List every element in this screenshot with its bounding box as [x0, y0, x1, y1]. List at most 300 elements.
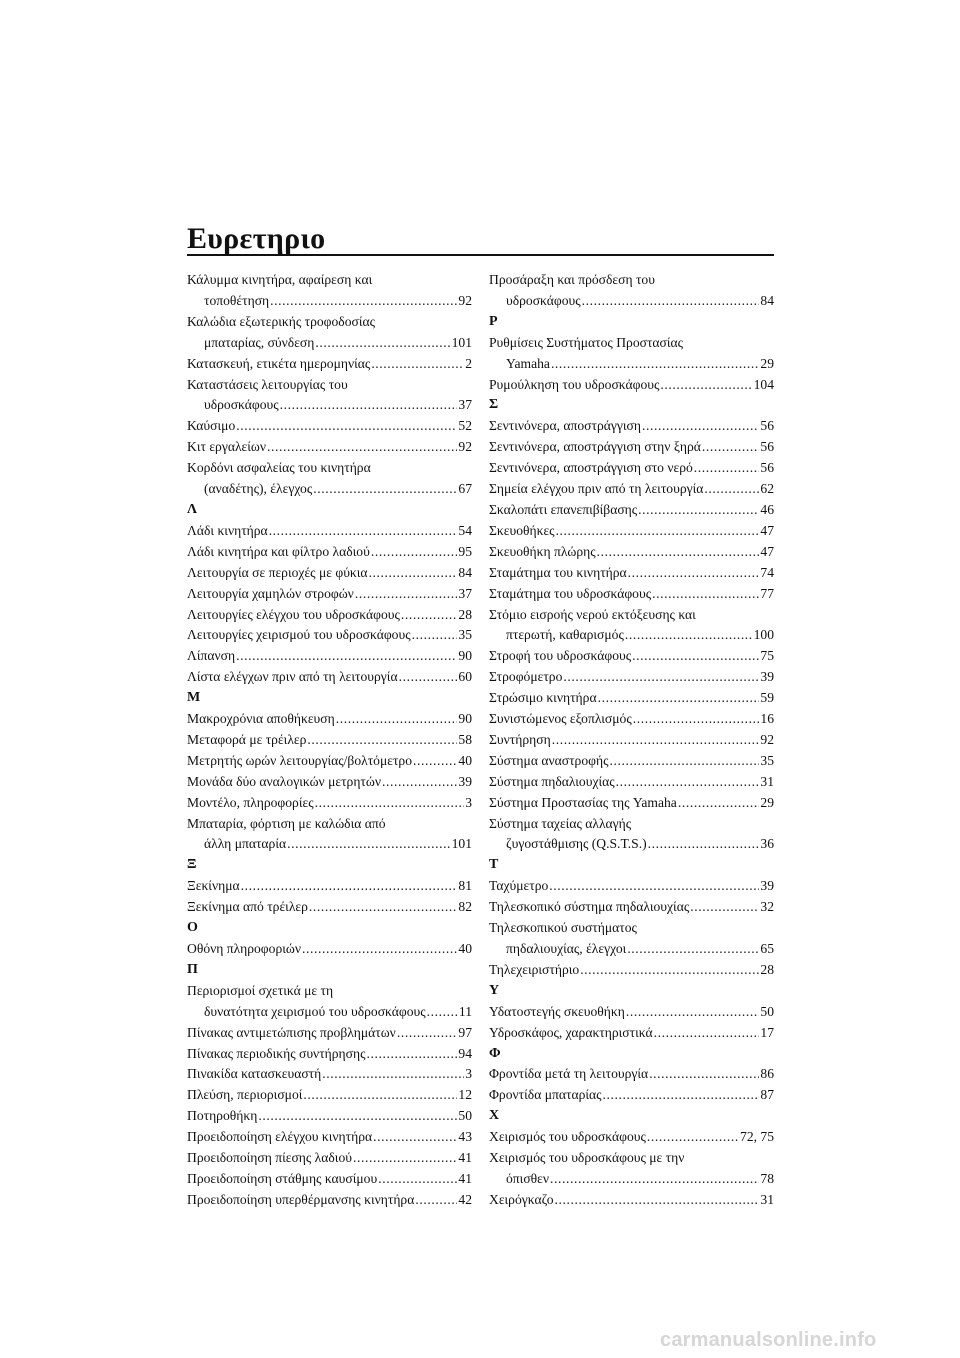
- index-entry-text: Σταμάτημα του υδροσκάφους: [489, 585, 652, 601]
- index-entry-line: [187, 1002, 472, 1023]
- dot-leader: [582, 291, 760, 312]
- page-number: 90: [458, 711, 472, 727]
- index-entry-lead-text: Προσάραξη και πρόσδεση του: [489, 272, 655, 287]
- dot-leader: [302, 939, 457, 960]
- page-number: 84: [760, 292, 774, 308]
- index-entry-line: [187, 354, 472, 375]
- index-entry-line: [489, 521, 774, 542]
- index-entry: [489, 918, 774, 960]
- index-entry-text: Μετρητής ωρών λειτουργίας/βολτόμετρο: [187, 752, 413, 768]
- index-entry-lead-text: Περιορισμοί σχετικά με τη: [187, 982, 334, 998]
- index-entry: [489, 751, 774, 772]
- page-number: 50: [458, 1108, 472, 1124]
- index-entry-text: Υδροσκάφος, χαρακτηριστικά: [489, 1024, 653, 1040]
- page-number: 39: [458, 773, 472, 789]
- index-entry-text: Ξεκίνημα από τρέιλερ: [187, 899, 308, 915]
- index-entry: [489, 897, 774, 918]
- dot-leader: [552, 730, 760, 751]
- dot-leader: [270, 291, 457, 312]
- index-entry-text: Τηλεχειριστήριο: [489, 961, 580, 977]
- dot-leader: [628, 563, 760, 584]
- page-number: 31: [760, 1191, 774, 1207]
- index-entry-text: Λειτουργίες χειρισμού του υδροσκάφους: [187, 627, 411, 643]
- dot-leader: [603, 1085, 760, 1106]
- dot-leader: [236, 646, 457, 667]
- index-entry-text: Μακροχρόνια αποθήκευση: [187, 711, 335, 727]
- dot-leader: [638, 500, 759, 521]
- index-entry-line: [187, 1169, 472, 1190]
- index-entry-line: [187, 1064, 472, 1085]
- index-entry: [187, 751, 472, 772]
- index-entry-first-line: [489, 333, 774, 354]
- dot-leader: [551, 354, 759, 375]
- page-number: 95: [458, 543, 472, 559]
- index-entry-text: Χειρισμός του υδροσκάφους: [489, 1129, 646, 1145]
- index-entry: [187, 542, 472, 563]
- index-entry: [489, 270, 774, 312]
- index-entry-text: Καύσιμο: [187, 418, 236, 434]
- index-letter-heading: Φ: [489, 1045, 501, 1061]
- index-entry-line: [489, 479, 774, 500]
- index-entry-line: [187, 521, 472, 542]
- index-entry-text: Ξεκίνημα: [187, 878, 240, 894]
- index-entry: [489, 960, 774, 981]
- dot-leader: [267, 437, 457, 458]
- index-entry-line: [489, 1169, 774, 1190]
- page-number: 92: [458, 292, 472, 308]
- index-entry-text: τοποθέτηση: [204, 292, 270, 308]
- dot-leader: [401, 605, 458, 626]
- dot-leader: [353, 1148, 457, 1169]
- index-entry: [187, 270, 472, 312]
- index-entry-line: [489, 500, 774, 521]
- dot-leader: [280, 395, 458, 416]
- index-letter-heading: Τ: [489, 857, 499, 873]
- page-number: 12: [458, 1087, 472, 1103]
- dot-leader: [598, 688, 760, 709]
- page-number: 28: [760, 961, 774, 977]
- index-entry-text: Ρυμούλκηση του υδροσκάφους: [489, 376, 660, 392]
- index-entry-line: [187, 772, 472, 793]
- index-entry-text: Προειδοποίηση στάθμης καυσίμου: [187, 1170, 378, 1186]
- dot-leader: [366, 1044, 457, 1065]
- index-column-left: [187, 270, 472, 1211]
- index-entry: [489, 1002, 774, 1023]
- index-entry-first-line: [187, 814, 472, 835]
- index-entry-line: [187, 416, 472, 437]
- index-entry-text: Λειτουργία χαμηλών στροφών: [187, 585, 354, 601]
- page-number: 37: [458, 585, 472, 601]
- index-entry-first-line: [187, 270, 472, 291]
- index-entry-line: [187, 897, 472, 918]
- index-entry: [489, 1148, 774, 1190]
- index-entry-first-line: [489, 270, 774, 291]
- index-entry: [187, 667, 472, 688]
- index-entry-line: [489, 772, 774, 793]
- dot-leader: [399, 667, 458, 688]
- dot-leader: [648, 834, 760, 855]
- index-entry: [187, 730, 472, 751]
- index-entry-line: [489, 667, 774, 688]
- index-entry-text: υδροσκάφους: [204, 397, 279, 413]
- index-entry-line: [187, 1023, 472, 1044]
- index-entry-text: Σκευοθήκη πλώρης: [489, 543, 596, 559]
- page-number: 100: [753, 627, 774, 643]
- index-entry-text: Λειτουργία σε περιοχές με φύκια: [187, 564, 368, 580]
- index-letter-heading: Σ: [489, 397, 499, 413]
- dot-leader: [412, 625, 458, 646]
- dot-leader: [632, 646, 759, 667]
- index-entry-line: [489, 960, 774, 981]
- dot-leader: [616, 772, 760, 793]
- index-entry-first-line: [187, 981, 472, 1002]
- dot-leader: [236, 416, 457, 437]
- dot-leader: [287, 834, 450, 855]
- page-number: 101: [451, 334, 472, 350]
- dot-leader: [378, 1169, 457, 1190]
- index-entry-text: Yamaha: [506, 355, 550, 371]
- page-number: 40: [458, 752, 472, 768]
- index-entry-text: ζυγοστάθμισης (Q.S.T.S.): [506, 836, 647, 852]
- index-entry-line: [489, 375, 774, 396]
- index-entry-line: [489, 1190, 774, 1211]
- index-entry: [489, 688, 774, 709]
- page-number: 77: [760, 585, 774, 601]
- index-entry-first-line: [187, 312, 472, 333]
- dot-leader: [336, 709, 458, 730]
- index-entry: [489, 646, 774, 667]
- page-number: 54: [458, 522, 472, 538]
- index-entry-line: [489, 1023, 774, 1044]
- index-entry: [187, 876, 472, 897]
- index-entry-line: [489, 625, 774, 646]
- index-entry-text: Στροφόμετρο: [489, 669, 563, 685]
- page-number: 47: [760, 522, 774, 538]
- index-entry: [489, 605, 774, 647]
- dot-leader: [647, 1127, 739, 1148]
- index-letter-heading: Λ: [187, 501, 198, 517]
- index-entry: [489, 1023, 774, 1044]
- index-entry-line: [489, 458, 774, 479]
- index-entry-line: [489, 834, 774, 855]
- index-entry-text: δυνατότητα χειρισμού του υδροσκάφους: [204, 1003, 426, 1019]
- index-entry-lead-text: Μπαταρία, φόρτιση με καλώδια από: [187, 815, 386, 831]
- dot-leader: [371, 542, 458, 563]
- dot-leader: [627, 939, 759, 960]
- index-entry-text: Πλεύση, περιορισμοί: [187, 1087, 303, 1103]
- dot-leader: [549, 876, 759, 897]
- index-entry-text: Ταχύμετρο: [489, 878, 549, 894]
- page-number: 29: [760, 794, 774, 810]
- index-entry: [187, 437, 472, 458]
- page-number: 36: [760, 836, 774, 852]
- index-entry-line: [489, 291, 774, 312]
- page-number: 35: [760, 752, 774, 768]
- index-entry: [489, 709, 774, 730]
- index-entry: [489, 584, 774, 605]
- index-entry: [489, 730, 774, 751]
- index-entry-lead-text: Ρυθμίσεις Συστήματος Προστασίας: [489, 334, 684, 350]
- index-entry: [187, 814, 472, 856]
- index-entry-line: [187, 563, 472, 584]
- index-entry-line: [187, 709, 472, 730]
- index-entry-text: Σταμάτημα του κινητήρα: [489, 564, 627, 580]
- dot-leader: [241, 876, 458, 897]
- page-number: 94: [458, 1045, 472, 1061]
- index-entry: [187, 646, 472, 667]
- index-entry-text: Λάδι κινητήρα: [187, 522, 268, 538]
- page-number: 74: [760, 564, 774, 580]
- dot-leader: [580, 960, 759, 981]
- index-entry-line: [489, 876, 774, 897]
- page-number: 43: [458, 1129, 472, 1145]
- index-entry: [489, 437, 774, 458]
- index-entry-text: Σύστημα Προστασίας της Yamaha: [489, 794, 677, 810]
- index-entry: [489, 772, 774, 793]
- index-entry-line: [187, 542, 472, 563]
- dot-leader: [315, 333, 450, 354]
- index-entry: [187, 1044, 472, 1065]
- page-number: 40: [458, 941, 472, 956]
- page-number: 104: [753, 376, 774, 392]
- index-entry: [489, 479, 774, 500]
- index-entry-line: [187, 395, 472, 416]
- index-entry-line: [187, 1127, 472, 1148]
- page-number: 50: [760, 1003, 774, 1019]
- page-number: 2: [465, 355, 472, 371]
- index-entry: [187, 897, 472, 918]
- page-number: 97: [458, 1024, 472, 1040]
- dot-leader: [704, 479, 759, 500]
- index-entry-text: Σεντινόνερα, αποστράγγιση: [489, 418, 641, 434]
- index-entry-line: [187, 1148, 472, 1169]
- index-entry-text: (αναδέτης), έλεγχος: [204, 481, 313, 497]
- index-entry: [187, 375, 472, 417]
- index-entry-line: [489, 939, 774, 960]
- dot-leader: [382, 772, 457, 793]
- dot-leader: [427, 1002, 458, 1023]
- index-entry-line: [187, 646, 472, 667]
- index-entry-text: Σημεία ελέγχου πριν από τη λειτουργία: [489, 481, 704, 497]
- index-entry-text: Οθόνη πληροφοριών: [187, 941, 301, 956]
- index-entry-line: [489, 897, 774, 918]
- page-number: 101: [451, 836, 472, 852]
- index-entry: [489, 793, 774, 814]
- page-number: 32: [760, 899, 774, 915]
- index-entry: [489, 500, 774, 521]
- dot-leader: [694, 458, 760, 479]
- dot-leader: [563, 667, 759, 688]
- index-entry-line: [489, 1002, 774, 1023]
- index-entry: [489, 563, 774, 584]
- dot-leader: [269, 521, 458, 542]
- dot-leader: [413, 751, 457, 772]
- dot-leader: [660, 375, 752, 396]
- index-entry-line: [489, 584, 774, 605]
- index-entry-line: [187, 1085, 472, 1106]
- index-entry-line: [489, 1085, 774, 1106]
- index-entry-line: [489, 542, 774, 563]
- index-entry: [187, 1085, 472, 1106]
- index-entry: [489, 814, 774, 856]
- index-entry: [187, 981, 472, 1023]
- index-column-right: [489, 270, 774, 1211]
- dot-leader: [626, 1002, 760, 1023]
- page-number: 3: [465, 1066, 472, 1082]
- index-entry-lead-text: Κάλυμμα κινητήρα, αφαίρεση και: [187, 272, 373, 287]
- index-entry: [489, 521, 774, 542]
- page-number: 17: [760, 1024, 774, 1040]
- page-number: 11: [458, 1003, 472, 1019]
- index-entry-lead-text: Καταστάσεις λειτουργίας του: [187, 376, 348, 392]
- page-number: 37: [458, 397, 472, 413]
- page-number: 3: [465, 794, 472, 810]
- index-entry-first-line: [489, 605, 774, 626]
- index-entry-lead-text: Τηλεσκοπικού συστήματος: [489, 920, 637, 936]
- dot-leader: [307, 730, 457, 751]
- index-entry: [187, 1023, 472, 1044]
- index-entry: [489, 458, 774, 479]
- page-number: 31: [760, 773, 774, 789]
- index-letter-heading: Ξ: [187, 857, 197, 873]
- index-entry-line: [489, 730, 774, 751]
- index-entry: [489, 375, 774, 396]
- index-entry: [187, 625, 472, 646]
- page-number: 58: [458, 731, 472, 747]
- index-entry-text: υδροσκάφους: [506, 292, 581, 308]
- page-number: 92: [760, 731, 774, 747]
- page-number: 39: [760, 878, 774, 894]
- page-number: 82: [458, 899, 472, 915]
- index-entry-text: Προειδοποίηση ελέγχου κινητήρα: [187, 1129, 373, 1145]
- index-entry-text: Φροντίδα μπαταρίας: [489, 1087, 602, 1103]
- index-letter-heading: Υ: [489, 982, 500, 998]
- page-number: 56: [760, 460, 774, 476]
- index-entry-text: Προειδοποίηση πίεσης λαδιού: [187, 1150, 352, 1166]
- title-rule: [187, 254, 774, 256]
- index-entry-first-line: [187, 458, 472, 479]
- page-number: 39: [760, 669, 774, 685]
- index-entry: [187, 1106, 472, 1127]
- index-entry-line: [187, 291, 472, 312]
- index-entry-line: [187, 1190, 472, 1211]
- index-entry-text: πηδαλιουχίας, έλεγχοι: [506, 941, 627, 956]
- index-entry: [187, 772, 472, 793]
- page-number: 16: [760, 711, 774, 727]
- index-entry-text: Τηλεσκοπικό σύστημα πηδαλιουχίας: [489, 899, 690, 915]
- page-number: 87: [760, 1087, 774, 1103]
- index-entry-text: Μεταφορά με τρέιλερ: [187, 731, 307, 747]
- index-entry-line: [187, 333, 472, 354]
- page-number: 46: [760, 501, 774, 517]
- index-entry-text: άλλη μπαταρία: [204, 836, 287, 852]
- index-entry-line: [187, 584, 472, 605]
- index-entry: [489, 1064, 774, 1085]
- index-entry-line: [187, 834, 472, 855]
- dot-leader: [550, 1169, 759, 1190]
- page-number: 92: [458, 439, 472, 455]
- index-entry-line: [187, 667, 472, 688]
- index-entry-text: Στρώσιμο κινητήρα: [489, 690, 597, 706]
- index-entry-lead-text: Σύστημα ταχείας αλλαγής: [489, 815, 632, 831]
- dot-leader: [654, 1023, 760, 1044]
- index-entry-text: Συντήρηση: [489, 731, 551, 747]
- index-entry-line: [187, 479, 472, 500]
- page-number: 56: [760, 439, 774, 455]
- dot-leader: [369, 563, 458, 584]
- index-letter-heading: Π: [187, 961, 198, 977]
- index-entry-lead-text: Κορδόνι ασφαλείας του κινητήρα: [187, 460, 371, 476]
- dot-leader: [597, 542, 760, 563]
- index-entry-text: Κιτ εργαλείων: [187, 439, 267, 455]
- index-entry-text: πτερωτή, καθαρισμός: [506, 627, 624, 643]
- index-entry-text: Υδατοστεγής σκευοθήκη: [489, 1003, 625, 1019]
- index-entry: [187, 416, 472, 437]
- index-entry-text: Σκαλοπάτι επανεπιβίβασης: [489, 501, 638, 517]
- dot-leader: [702, 437, 760, 458]
- index-entry-line: [187, 437, 472, 458]
- page-number: 84: [458, 564, 472, 580]
- dot-leader: [555, 1190, 760, 1211]
- page-number: 62: [760, 481, 774, 497]
- index-entry-lead-text: Καλώδια εξωτερικής τροφοδοσίας: [187, 313, 376, 329]
- page-number: 90: [458, 648, 472, 664]
- index-entry: [187, 1190, 472, 1211]
- dot-leader: [315, 793, 465, 814]
- index-entry: [489, 333, 774, 375]
- index-entry-line: [489, 416, 774, 437]
- index-entry-line: [489, 751, 774, 772]
- dot-leader: [355, 584, 458, 605]
- index-entry: [187, 312, 472, 354]
- index-entry-line: [489, 646, 774, 667]
- index-entry-line: [187, 625, 472, 646]
- index-entry-first-line: [489, 814, 774, 835]
- index-entry-line: [187, 876, 472, 897]
- index-entry: [187, 793, 472, 814]
- dot-leader: [303, 1085, 457, 1106]
- index-entry-text: Ποτηροθήκη: [187, 1108, 258, 1124]
- index-entry-line: [187, 730, 472, 751]
- page-number: 81: [458, 878, 472, 894]
- dot-leader: [625, 625, 753, 646]
- dot-leader: [633, 709, 760, 730]
- index-entry: [187, 1169, 472, 1190]
- index-entry: [187, 709, 472, 730]
- index-entry-text: Πίνακας αντιμετώπισης προβλημάτων: [187, 1024, 396, 1040]
- index-entry-text: Λειτουργίες ελέγχου του υδροσκάφους: [187, 606, 400, 622]
- dot-leader: [373, 1127, 457, 1148]
- index-entry: [187, 1148, 472, 1169]
- index-entry-text: Στροφή του υδροσκάφους: [489, 648, 632, 664]
- index-entry-text: Λάδι κινητήρα και φίλτρο λαδιού: [187, 543, 370, 559]
- index-entry: [187, 458, 472, 500]
- dot-leader: [415, 1190, 457, 1211]
- index-entry-first-line: [489, 1148, 774, 1169]
- page-number: 47: [760, 543, 774, 559]
- index-entry-text: όπισθεν: [506, 1170, 550, 1186]
- page-number: 78: [760, 1170, 774, 1186]
- page-number: 86: [760, 1066, 774, 1082]
- index-entry: [187, 563, 472, 584]
- index-letter-heading: Ρ: [489, 313, 498, 329]
- index-entry: [187, 939, 472, 960]
- index-entry: [187, 584, 472, 605]
- index-entry-first-line: [187, 375, 472, 396]
- index-entry: [489, 1190, 774, 1211]
- index-entry-text: Σκευοθήκες: [489, 522, 555, 538]
- index-letter-heading: Ο: [187, 920, 198, 936]
